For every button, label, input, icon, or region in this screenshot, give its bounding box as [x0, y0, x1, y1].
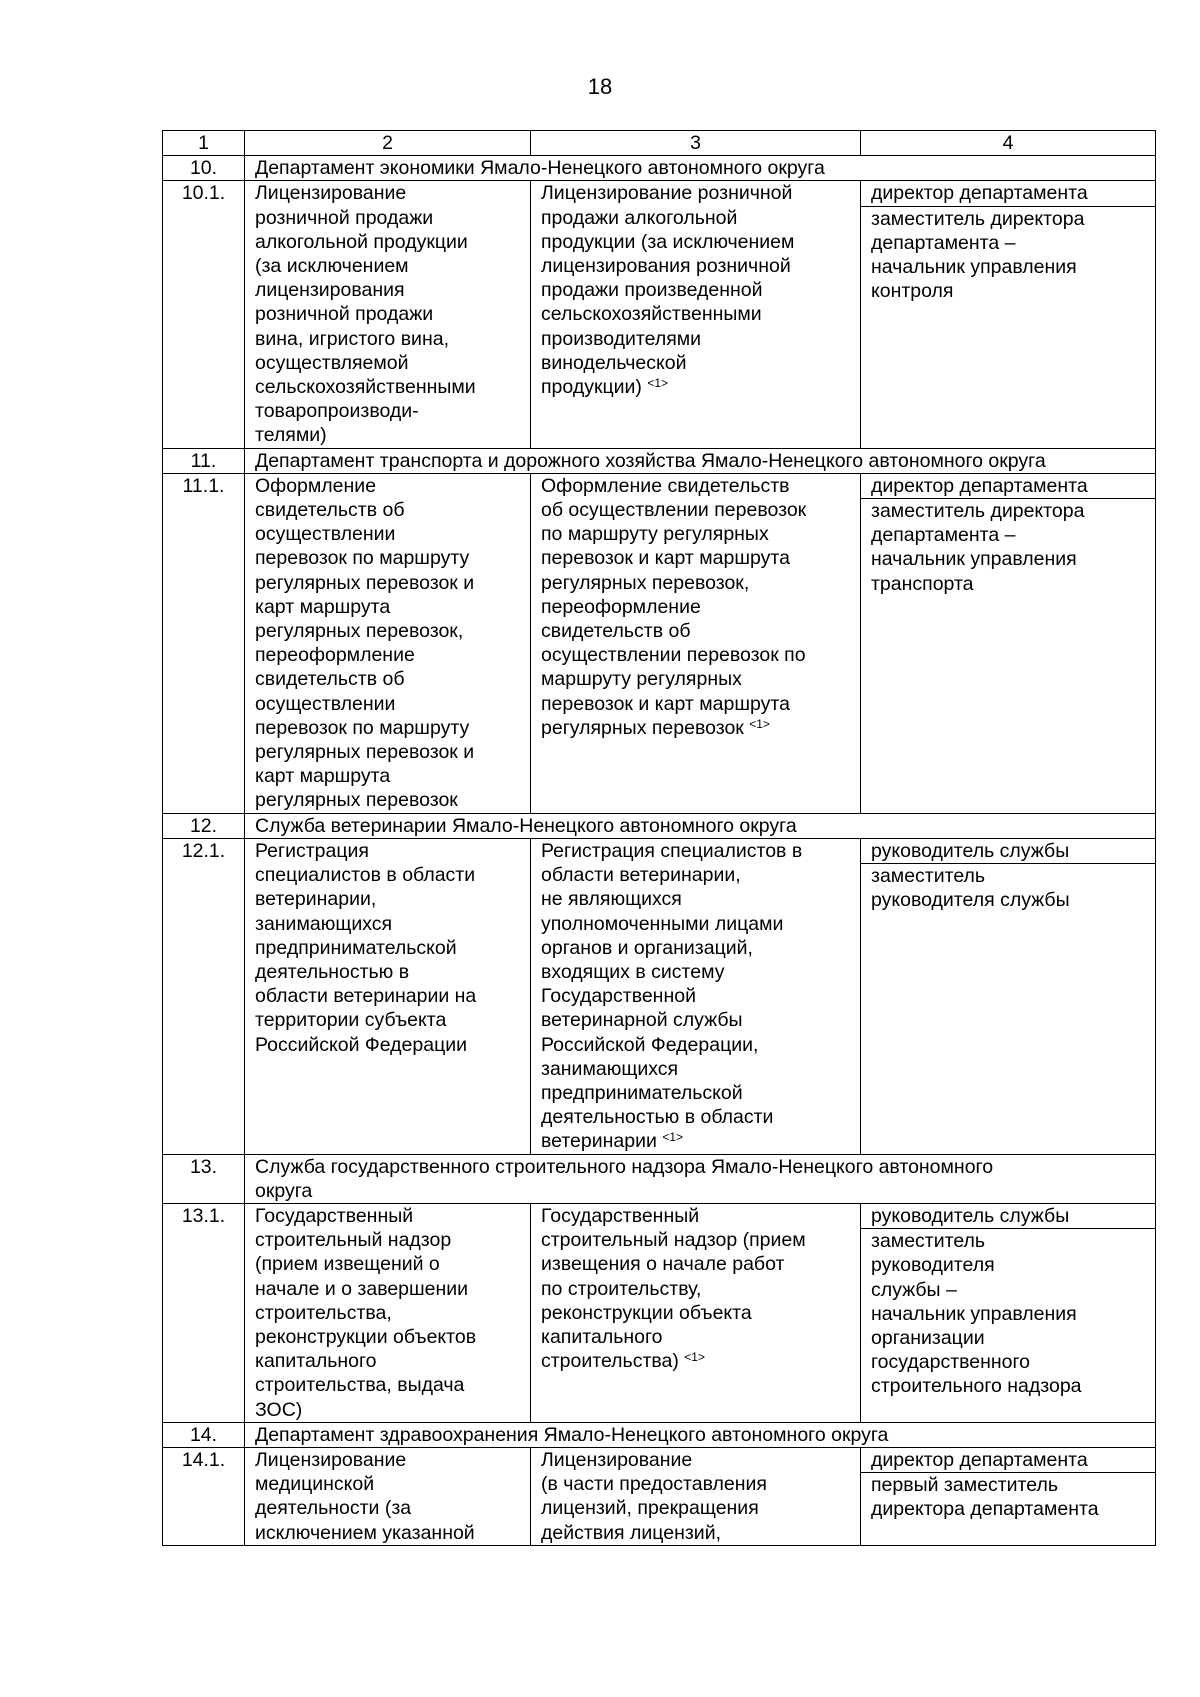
footnote-mark: <1> [684, 1350, 705, 1365]
item-row [163, 838, 1156, 1154]
section-row [163, 1422, 1156, 1447]
function-text: Регистрация специалистов в области ветеринарии, не являющихся уполномоченными лицами органов и организаций, входящих в систему Государственной ветеринарной службы Российской Федерации, занимающихся предпринимательской деятельностью в области ветеринарии [541, 839, 803, 1153]
section-row [163, 1154, 1156, 1203]
section-title: Департамент здравоохранения Ямало-Ненецкого автономного округа [245, 1422, 1156, 1447]
header-col-3: 3 [531, 131, 861, 156]
section-title: Служба ветеринарии Ямало-Ненецкого автономного округа [245, 813, 1156, 838]
responsible-cell [861, 1447, 1156, 1545]
function-cell [531, 838, 861, 1154]
item-number: 14.1. [163, 1447, 245, 1545]
header-col-2: 2 [245, 131, 531, 156]
function-cell [531, 1203, 861, 1422]
footnote-mark: <1> [662, 1130, 684, 1145]
function-cell [531, 1447, 861, 1545]
function-cell [531, 473, 861, 813]
deputy-official: заместитель руководителя службы – начальник управления организации государственного строительного надзора [871, 1230, 1082, 1398]
responsible-cell [861, 181, 1156, 448]
item-row [163, 181, 1156, 448]
responsible-cell [861, 1203, 1156, 1422]
item-number: 12.1. [163, 838, 245, 1154]
page-number: 18 [587, 74, 613, 99]
responsible-cell [861, 838, 1156, 1154]
section-title: Служба государственного строительного надзора Ямало-Ненецкого автономного округа [245, 1154, 1156, 1203]
footnote-mark: <1> [647, 376, 669, 391]
header-col-1: 1 [163, 131, 245, 156]
section-number: 12. [163, 813, 245, 838]
function-text: Лицензирование розничной продажи алкогольной продукции (за исключением лицензирования розничной продажи произведенной сельскохозяйственными производителями винодельческой продукции) [541, 182, 795, 399]
section-title: Департамент экономики Ямало-Ненецкого автономного округа [245, 156, 1156, 181]
service-name: Государственный строительный надзор (прием извещений о начале и о завершении строительства, реконструкции объектов капитального строительства, выдача ЗОС) [245, 1203, 531, 1422]
item-row [163, 473, 1156, 813]
service-name: Оформление свидетельств об осуществлении перевозок по маршруту регулярных перевозок и карт маршрута регулярных перевозок, переоформление свидетельств об осуществлении перевозок по маршруту регулярных перевозок и карт маршрута регулярных перевозок [245, 473, 531, 813]
service-name: Лицензирование медицинской деятельности (за исключением указанной [245, 1447, 531, 1545]
item-number: 11.1. [163, 473, 245, 813]
section-number: 10. [163, 156, 245, 181]
item-number: 10.1. [163, 181, 245, 448]
section-number: 14. [163, 1422, 245, 1447]
footnote-mark: <1> [749, 716, 770, 731]
section-row [163, 448, 1156, 473]
responsible-official: директор департамента [861, 181, 1155, 206]
responsible-official: директор департамента [861, 1448, 1155, 1473]
item-row [163, 1447, 1156, 1545]
item-row [163, 1203, 1156, 1422]
section-number: 11. [163, 448, 245, 473]
service-name: Лицензирование розничной продажи алкогольной продукции (за исключением лицензирования розничной продажи вина, игристого вина, осуществляемой сельскохозяйственными товаропроизводи- телями) [245, 181, 531, 448]
item-number: 13.1. [163, 1203, 245, 1422]
responsible-official: директор департамента [861, 474, 1155, 499]
deputy-official: заместитель директора департамента – начальник управления транспорта [871, 500, 1085, 595]
section-row [163, 156, 1156, 181]
function-cell [531, 181, 861, 448]
function-text: Оформление свидетельств об осуществлении перевозок по маршруту регулярных перевозок и карт маршрута регулярных перевозок, переоформление свидетельств об осуществлении перевозок по маршруту регулярных перевозок и карт маршрута регулярных перевозок [541, 474, 807, 739]
header-row [163, 131, 1156, 156]
responsible-official: руководитель службы [861, 839, 1155, 864]
deputy-official: заместитель директора департамента – начальник управления контроля [871, 207, 1085, 303]
section-number: 13. [163, 1154, 245, 1203]
function-text: Лицензирование (в части предоставления лицензий, прекращения действия лицензий, [541, 1448, 767, 1544]
deputy-official: заместитель руководителя службы [871, 865, 1070, 912]
service-name: Регистрация специалистов в области ветеринарии, занимающихся предпринимательской деятельностью в области ветеринарии на территории субъекта Российской Федерации [245, 838, 531, 1154]
delegation-table [162, 130, 1156, 1546]
function-text: Государственный строительный надзор (прием извещения о начале работ по строительству, реконструкции объекта капитального строительства) [541, 1204, 806, 1373]
deputy-official: первый заместитель директора департамента [871, 1474, 1099, 1521]
responsible-cell [861, 473, 1156, 813]
section-row [163, 813, 1156, 838]
responsible-official: руководитель службы [861, 1204, 1155, 1229]
header-col-4: 4 [861, 131, 1156, 156]
section-title: Департамент транспорта и дорожного хозяйства Ямало-Ненецкого автономного округа [245, 448, 1156, 473]
